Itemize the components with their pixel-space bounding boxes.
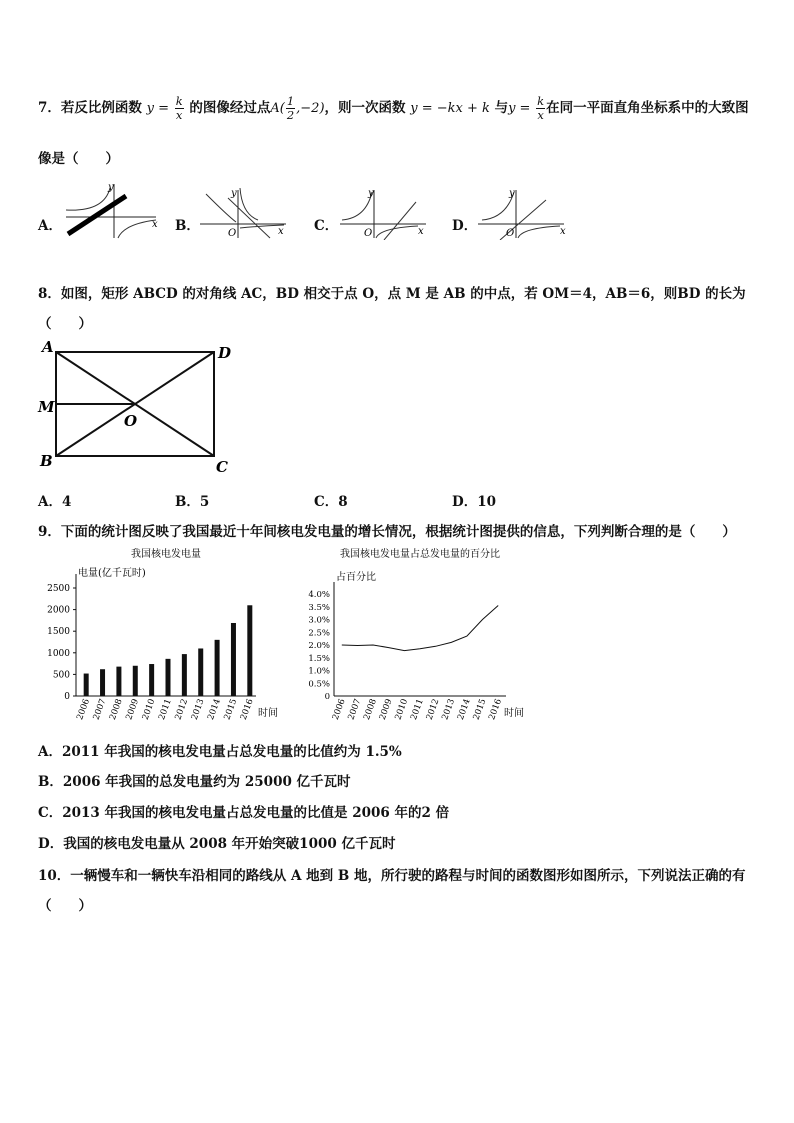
bar-xtick-label: 2006: [75, 697, 93, 722]
q10-line2: （ ）: [38, 898, 92, 914]
bar-ytick-label: 0: [64, 692, 70, 702]
bar-chart-title: 我国核电发电量: [131, 549, 201, 560]
bar-ytick-label: 2000: [47, 605, 70, 616]
bar-2015: [231, 623, 236, 696]
fraction-k-over-x: $\frac{k}{x}$: [175, 94, 183, 122]
q9-option-c: C．2013 年我国的核电发电量占总发电量的比值是 2006 年的2 倍: [38, 805, 450, 821]
bar-ytick-label: 1000: [47, 648, 70, 659]
line-chart-xlabel: 时间: [504, 708, 524, 719]
bar-2011: [166, 659, 171, 696]
svg-text:B: B: [40, 452, 53, 470]
svg-text:x: x: [152, 219, 158, 230]
fraction-k-over-x-2: $\frac{k}{x}$: [537, 94, 545, 122]
line-xtick-label: 2015: [471, 697, 489, 722]
bar-2008: [116, 667, 121, 696]
bar-ytick-label: 2500: [47, 584, 70, 594]
fraction-one-half: $\frac{1}{2}$: [286, 94, 295, 122]
q9-option-b: B．2006 年我国的总发电量约为 25000 亿千瓦时: [38, 774, 351, 790]
q7-line1: 7．若反比例函数 y = $\frac{k}{x}$ 的图像经过点A( $\frac{1}{2}$ ,−2)，则一次函数 y = −kx + k 与y = $\frac{k}{x}$ 在同一平面直角坐标系中的大致图: [38, 94, 749, 122]
nuclear-percentage-line-chart: [290, 544, 534, 726]
q8-line2: （ ）: [38, 316, 92, 332]
svg-text:O: O: [228, 228, 237, 239]
q7-option-d-label: D．: [452, 218, 478, 234]
q9-option-d: D．我国的核电发电量从 2008 年开始突破1000 亿千瓦时: [38, 836, 396, 852]
line-xtick-label: 2008: [362, 697, 379, 722]
svg-text:y: y: [231, 188, 237, 199]
bar-xtick-label: 2007: [91, 697, 109, 722]
q7-option-a-label: A．: [38, 218, 62, 234]
line-xtick-label: 2007: [346, 697, 364, 722]
svg-text:C: C: [216, 458, 228, 476]
svg-text:O: O: [364, 228, 373, 239]
line-chart-title: 我国核电发电量占总发电量的百分比: [340, 549, 500, 560]
svg-text:y: y: [108, 182, 114, 193]
line-ytick-label: 2.5%: [308, 628, 330, 639]
q8-rectangle-figure: [36, 338, 246, 480]
svg-text:O: O: [124, 412, 138, 430]
line-ytick-label: 4.0%: [308, 590, 330, 600]
svg-text:M: M: [38, 398, 55, 416]
bar-xtick-label: 2008: [107, 697, 125, 722]
line-ytick-label: 3.5%: [308, 602, 330, 613]
bar-2006: [84, 674, 89, 696]
line-ytick-label: 1.5%: [308, 653, 330, 664]
bar-chart-ylabel: 电量(亿千瓦时): [78, 568, 146, 579]
bar-2009: [133, 666, 138, 696]
bar-ytick-label: 1500: [47, 627, 70, 638]
q8-option-a: A．4: [38, 494, 72, 510]
bar-xtick-label: 2016: [238, 697, 256, 722]
line-xtick-label: 2013: [440, 697, 458, 722]
bar-2014: [215, 640, 220, 696]
q7-option-c-label: C．: [314, 218, 339, 234]
bar-2013: [198, 648, 203, 696]
q8-line1: 8．如图，矩形 ABCD 的对角线 AC，BD 相交于点 O，点 M 是 AB 的中点，若 OM＝4，AB＝6，则BD 的长为: [38, 286, 746, 302]
bar-xtick-label: 2012: [173, 697, 191, 722]
bar-2007: [100, 669, 105, 696]
q7-option-a-graph: [64, 180, 164, 240]
line-series-percentage: [342, 606, 498, 651]
q7-option-b-label: B．: [175, 218, 200, 234]
svg-text:O: O: [506, 228, 515, 239]
line-ytick-label: 0.5%: [308, 679, 330, 690]
line-ytick-label: 2.0%: [308, 641, 330, 651]
line-xtick-label: 2011: [409, 697, 426, 722]
line-ytick-label: 1.0%: [308, 666, 330, 677]
bar-2016: [247, 605, 252, 696]
q7-line2: 像是（ ）: [38, 151, 119, 167]
nuclear-power-bar-chart: [38, 544, 290, 726]
bar-xtick-label: 2011: [157, 697, 174, 722]
line-xtick-label: 2009: [377, 697, 395, 722]
svg-text:A: A: [42, 338, 54, 356]
q10-line1: 10．一辆慢车和一辆快车沿相同的路线从 A 地到 B 地，所行驶的路程与时间的函数图形如图所示，下列说法正确的有: [38, 868, 746, 884]
bar-2010: [149, 664, 154, 696]
bar-chart-xlabel: 时间: [258, 708, 278, 719]
line-xtick-label: 2010: [393, 697, 411, 722]
q8-option-b: B．5: [175, 494, 210, 510]
bar-xtick-label: 2009: [124, 697, 142, 722]
bar-2012: [182, 654, 187, 696]
bar-ytick-label: 500: [52, 670, 70, 681]
line-chart-ylabel: 占百分比: [336, 572, 376, 583]
q9-option-a: A．2011 年我国的核电发电量占总发电量的比值约为 1.5%: [38, 744, 402, 760]
q7-option-d-graph: [476, 186, 570, 240]
line-xtick-label: 2014: [455, 697, 473, 722]
line-ytick-label: 3.0%: [308, 615, 330, 626]
svg-text:x: x: [560, 226, 566, 237]
line-ytick-label: 0: [324, 692, 330, 702]
line-xtick-label: 2012: [424, 697, 442, 722]
svg-text:y: y: [509, 188, 515, 199]
q8-option-d: D．10: [452, 494, 496, 510]
bar-xtick-label: 2013: [189, 697, 207, 722]
q7-option-c-graph: [338, 186, 430, 240]
bar-xtick-label: 2015: [222, 697, 240, 722]
svg-text:y: y: [368, 188, 374, 199]
svg-text:D: D: [218, 344, 232, 362]
q9-line1: 9．下面的统计图反映了我国最近十年间核电发电量的增长情况，根据统计图提供的信息，下列判断合理的是（ ）: [38, 524, 736, 540]
svg-text:x: x: [418, 226, 424, 237]
q8-option-c: C．8: [314, 494, 348, 510]
svg-text:x: x: [278, 226, 284, 237]
q7-option-b-graph: [198, 186, 290, 240]
bar-xtick-label: 2010: [140, 697, 158, 722]
line-xtick-label: 2016: [487, 697, 505, 722]
line-xtick-label: 2006: [330, 697, 348, 722]
bar-xtick-label: 2014: [206, 697, 223, 722]
